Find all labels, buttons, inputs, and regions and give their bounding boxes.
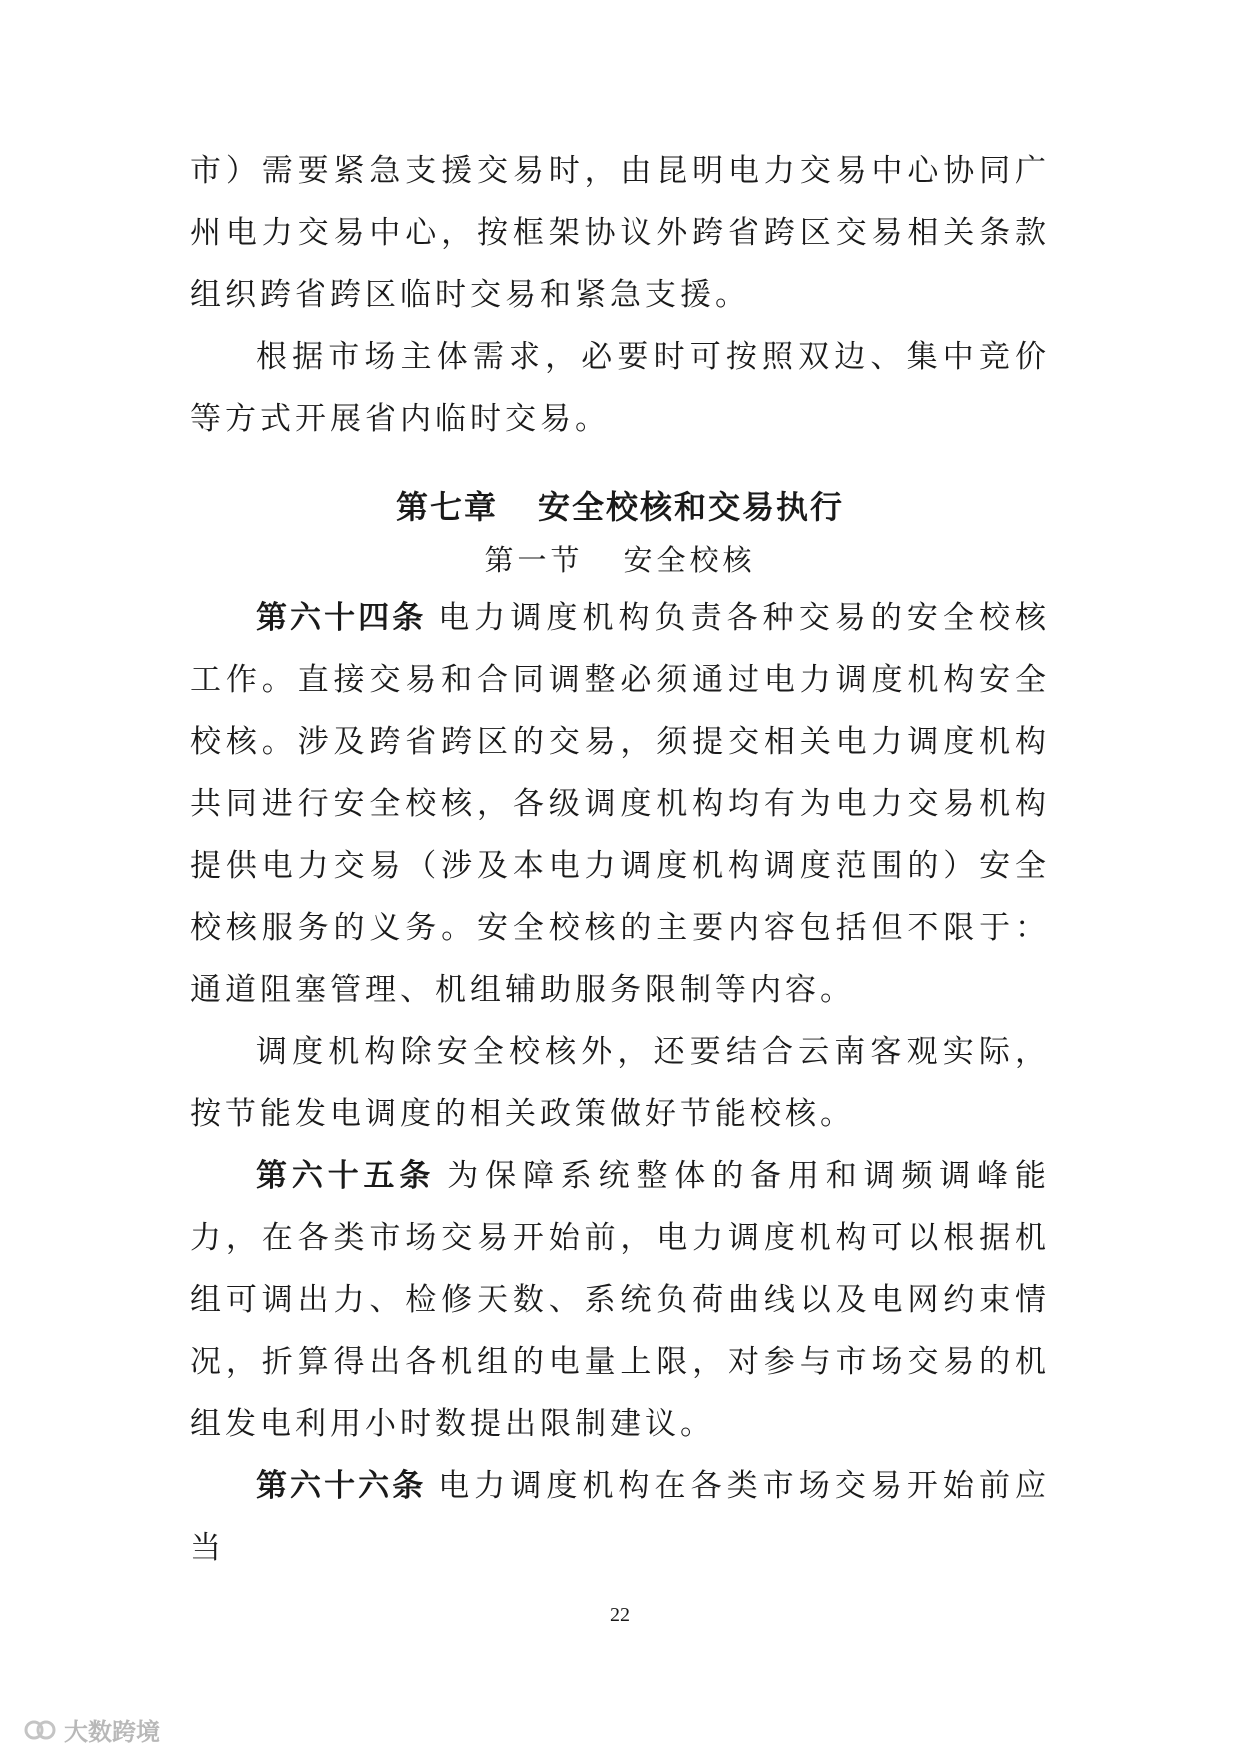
watermark xyxy=(24,1712,160,1747)
article-65-body: 为保障系统整体的备用和调频调峰能力，在各类市场交易开始前，电力调度机构可以根据机组可调出力、检修天数、系统负荷曲线以及电网约束情况，折算得出各机组的电量上限，对参与市场交易的机组发电利用小时数提出限制建议。 xyxy=(190,1158,1050,1442)
section-heading xyxy=(0,538,1240,579)
logo-icon xyxy=(24,1717,58,1743)
article-66-body: 电力调度机构在各类市场交易开始前应当 xyxy=(190,1468,1051,1566)
chapter-heading xyxy=(0,482,1240,528)
paragraph-continuation: 市）需要紧急支援交易时，由昆明电力交易中心协同广州电力交易中心，按框架协议外跨省跨区交易相关条款组织跨省跨区临时交易和紧急支援。 xyxy=(190,153,1050,313)
article-65 xyxy=(190,1145,1050,1455)
chapter-number: 第七章 xyxy=(395,488,498,526)
section-title: 安全校核 xyxy=(623,543,756,577)
article-66-heading: 第六十六条 xyxy=(256,1468,427,1504)
article-66 xyxy=(190,1455,1050,1579)
top-paragraphs xyxy=(190,140,1050,450)
article-64-energy-saving-paragraph: 调度机构除安全校核外，还要结合云南客观实际，按节能发电调度的相关政策做好节能校核。 xyxy=(190,1034,1050,1132)
article-65-heading: 第六十五条 xyxy=(256,1158,436,1194)
section-number: 第一节 xyxy=(484,543,584,577)
page-number: 22 xyxy=(610,1604,630,1626)
chapter-title: 安全校核和交易执行 xyxy=(538,488,845,526)
article-64-heading: 第六十四条 xyxy=(256,600,427,636)
paragraph-provincial-temporary-trading: 根据市场主体需求，必要时可按照双边、集中竞价等方式开展省内临时交易。 xyxy=(190,339,1050,437)
articles-block xyxy=(190,587,1050,1579)
article-64-body: 电力调度机构负责各种交易的安全校核工作。直接交易和合同调整必须通过电力调度机构安全校核。涉及跨省跨区的交易，须提交相关电力调度机构共同进行安全校核，各级调度机构均有为电力交易机构提供电力交易（涉及本电力调度机构调度范围的）安全校核服务的义务。安全校核的主要内容包括但不限于：通道阻塞管理、机组辅助服务限制等内容。 xyxy=(190,600,1051,1008)
article-64 xyxy=(190,587,1050,1021)
watermark-text: 大数跨境 xyxy=(64,1718,160,1746)
